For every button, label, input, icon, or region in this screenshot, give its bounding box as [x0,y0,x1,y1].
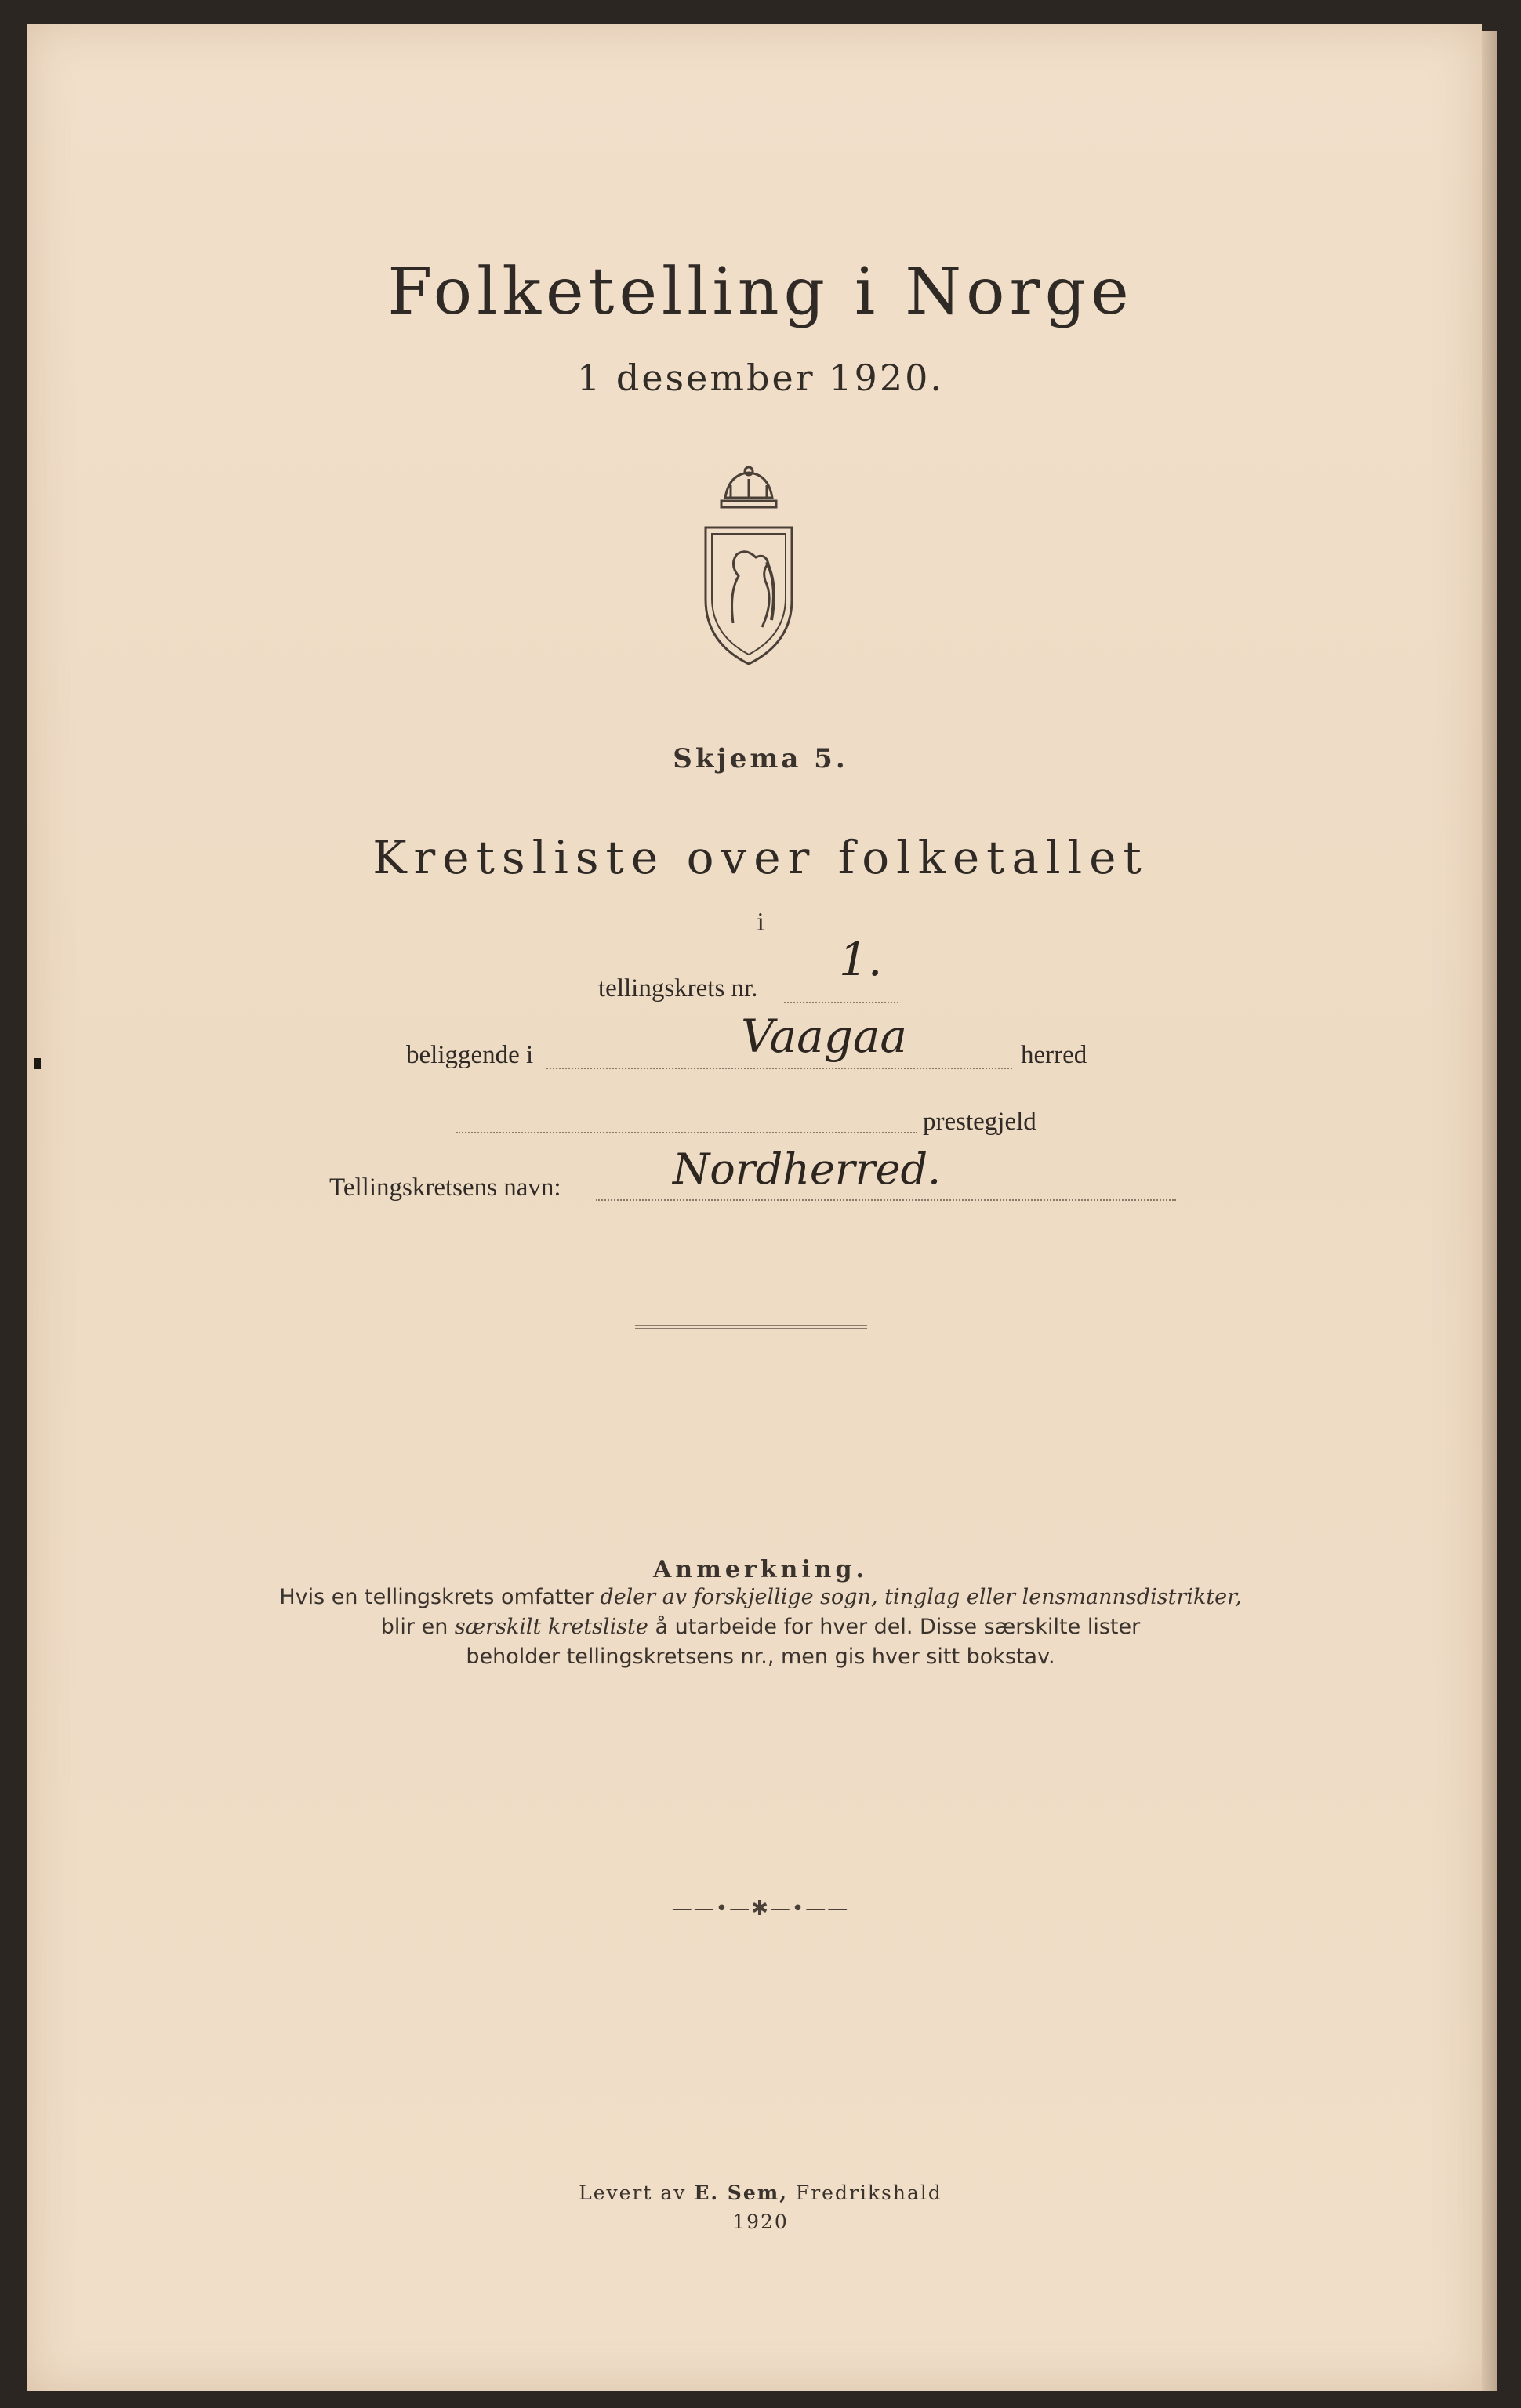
printer-name: E. Sem, [694,2181,788,2204]
note-line-2-italic: særskilt kretsliste [454,1615,648,1639]
schema-label: Skjema 5. [673,743,848,774]
note-line-2 [0,1615,1521,1639]
separator-rule-lower [635,1328,867,1329]
coat-of-arms-icon [690,466,808,670]
document-title: Folketelling i Norge [387,255,1134,329]
printer-line [0,2181,1521,2204]
note-line-2-text-c: å utarbeide for hver del. Disse særskilte lister [648,1615,1141,1639]
navn-label: Tellingskretsens navn: [329,1173,561,1202]
printer-year: 1920 [732,2210,789,2233]
herred-label: herred [1021,1041,1087,1069]
ornament-divider: ——•—✱—•—— [671,1897,850,1920]
tellingskrets-line [784,1002,898,1003]
prestegjeld-label: prestegjeld [923,1108,1036,1136]
heading-connector: i [757,909,764,937]
form-heading: Kretsliste over folketallet [372,831,1149,884]
beliggende-label: beliggende i [406,1041,534,1069]
separator-rule [635,1325,867,1326]
beliggende-value: Vaagaa [741,1010,908,1063]
printer-prefix: Levert av [579,2181,695,2204]
printer-place: Fredrikshald [787,2181,942,2204]
note-line-2-text-a: blir en [380,1615,455,1639]
tellingskrets-value: 1. [839,933,883,986]
note-line-3: beholder tellingskretsens nr., men gis hver sitt bokstav. [466,1645,1055,1669]
scan-mark [34,1058,41,1069]
tellingskrets-label: tellingskrets nr. [598,974,758,1003]
note-line-1-text: Hvis en tellingskrets omfatter [279,1585,601,1609]
navn-value: Nordherred. [673,1144,942,1194]
note-title: Anmerkning. [653,1556,868,1583]
navn-line [596,1199,1176,1201]
note-line-1 [0,1585,1521,1609]
beliggende-line [546,1068,1012,1069]
prestegjeld-line [456,1132,917,1133]
note-line-1-italic: deler av forskjellige sogn, tinglag eller lensmannsdistrikter, [600,1585,1242,1609]
document-date: 1 desember 1920. [577,357,944,399]
